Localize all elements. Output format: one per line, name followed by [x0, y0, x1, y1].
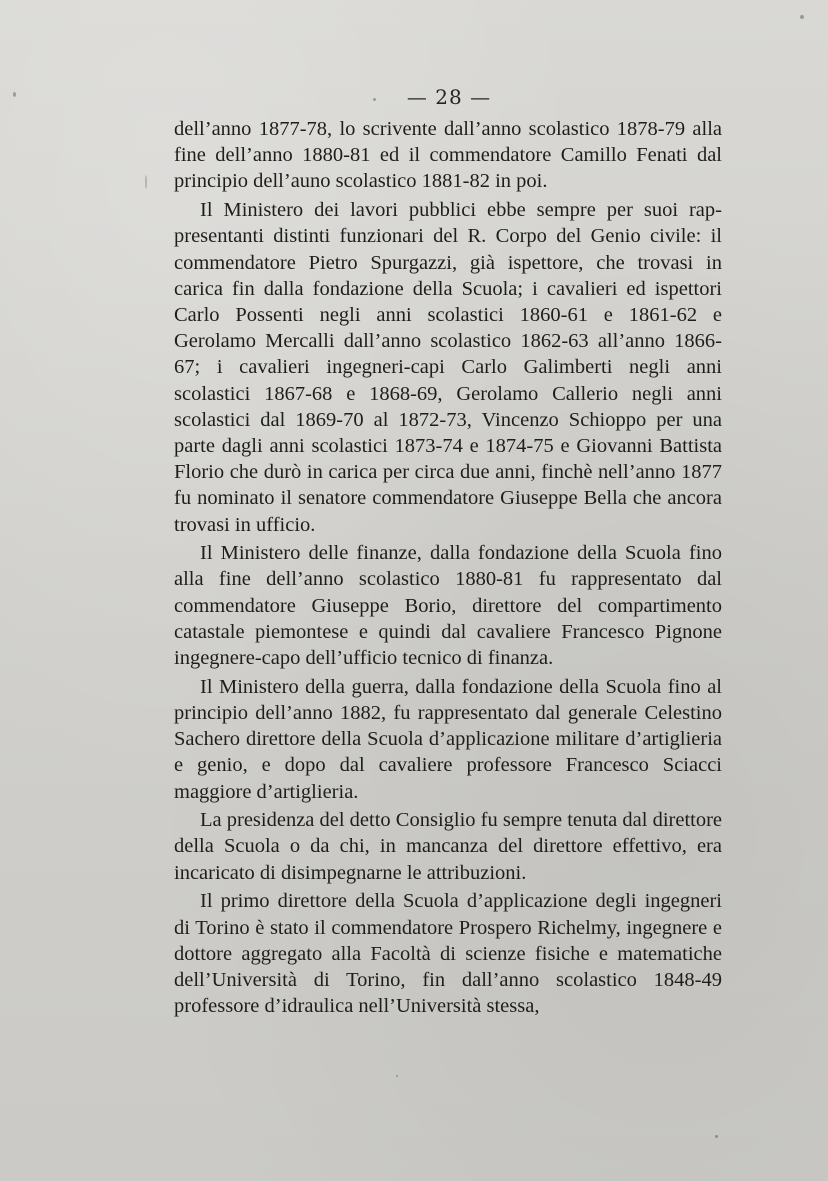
paragraph-council-presidency: La presidenza del detto Consiglio fu sempre tenuta dal direttore della Scuola o da chi, in mancanza del direttore effettivo, era incaricato di disimpegnarne le attribuzioni.: [174, 809, 723, 884]
scan-speck: [373, 98, 376, 101]
scan-speck: [715, 1135, 718, 1138]
paragraph-first-director: Il primo direttore della Scuola d’applicazione degli ingegneri di Torino è stato il commendatore Prospero Richelmy, ingegnere e dottore aggregato alla Facoltà di scienze fisiche e matematiche dell’Università di Torino, fin dall’anno scolastico 1848-49 professore d’idraulica nell’Università stessa,: [174, 890, 722, 1018]
scan-speck: [145, 175, 147, 189]
page-number: — 28 —: [406, 85, 492, 109]
paragraph-continuation: dell’anno 1877-78, lo scrivente dall’anno scolastico 1878-79 alla fine dell’anno 1880-81 ed il commendatore Camillo Fenati dal principio dell’auno scolastico 1881-82 in poi.: [174, 118, 722, 193]
paragraph-public-works-ministry: Il Ministero dei lavori pubblici ebbe sempre per suoi rappresentanti distinti funzionari del R. Corpo del Genio civile: il commendatore Pietro Spurgazzi, già ispettore, che trovasi in carica fin dalla fondazione della Scuola; i cavalieri ed ispettori Carlo Possenti negli anni scolastici 1860-61 e 1861-62 e Gerolamo Mercalli dall’anno scolastico 1862-63 all’anno 1866-67; i cavalieri ingegneri-capi Carlo Galimberti negli anni scolastici 1867-68 e 1868-69, Gerolamo Callerio negli anni scolastici dal 1869-70 al 1872-73, Vincenzo Schioppo per una parte dagli anni scolastici 1873-74 e 1874-75 e Giovanni Battista Florio che durò in carica per circa due anni, finchè nell’anno 1877 fu nominato il senatore commendatore Giuseppe Bella che ancora trovasi in ufficio.: [174, 199, 722, 536]
paragraph-finance-ministry: Il Ministero delle finanze, dalla fondazione della Scuola fino alla fine dell’anno scolastico 1880-81 fu rappresentato dal commendatore Giuseppe Borio, direttore del compartimento catastale piemontese e quindi dal cavaliere Francesco Pignone ingegnere-capo dell’ufficio tecnico di finanza.: [174, 542, 722, 670]
scan-speck: [13, 92, 16, 97]
paragraph-war-ministry: Il Ministero della guerra, dalla fondazione della Scuola fino al principio dell’anno 1882, fu rappresentato dal generale Celestino Sachero direttore della Scuola d’applicazione militare d’artiglieria e genio, e dopo dal cavaliere professore Francesco Sciacci maggiore d’artiglieria.: [174, 675, 722, 803]
scan-speck: [800, 15, 804, 19]
body-text: [174, 116, 722, 1022]
scan-speck: [396, 1075, 398, 1077]
